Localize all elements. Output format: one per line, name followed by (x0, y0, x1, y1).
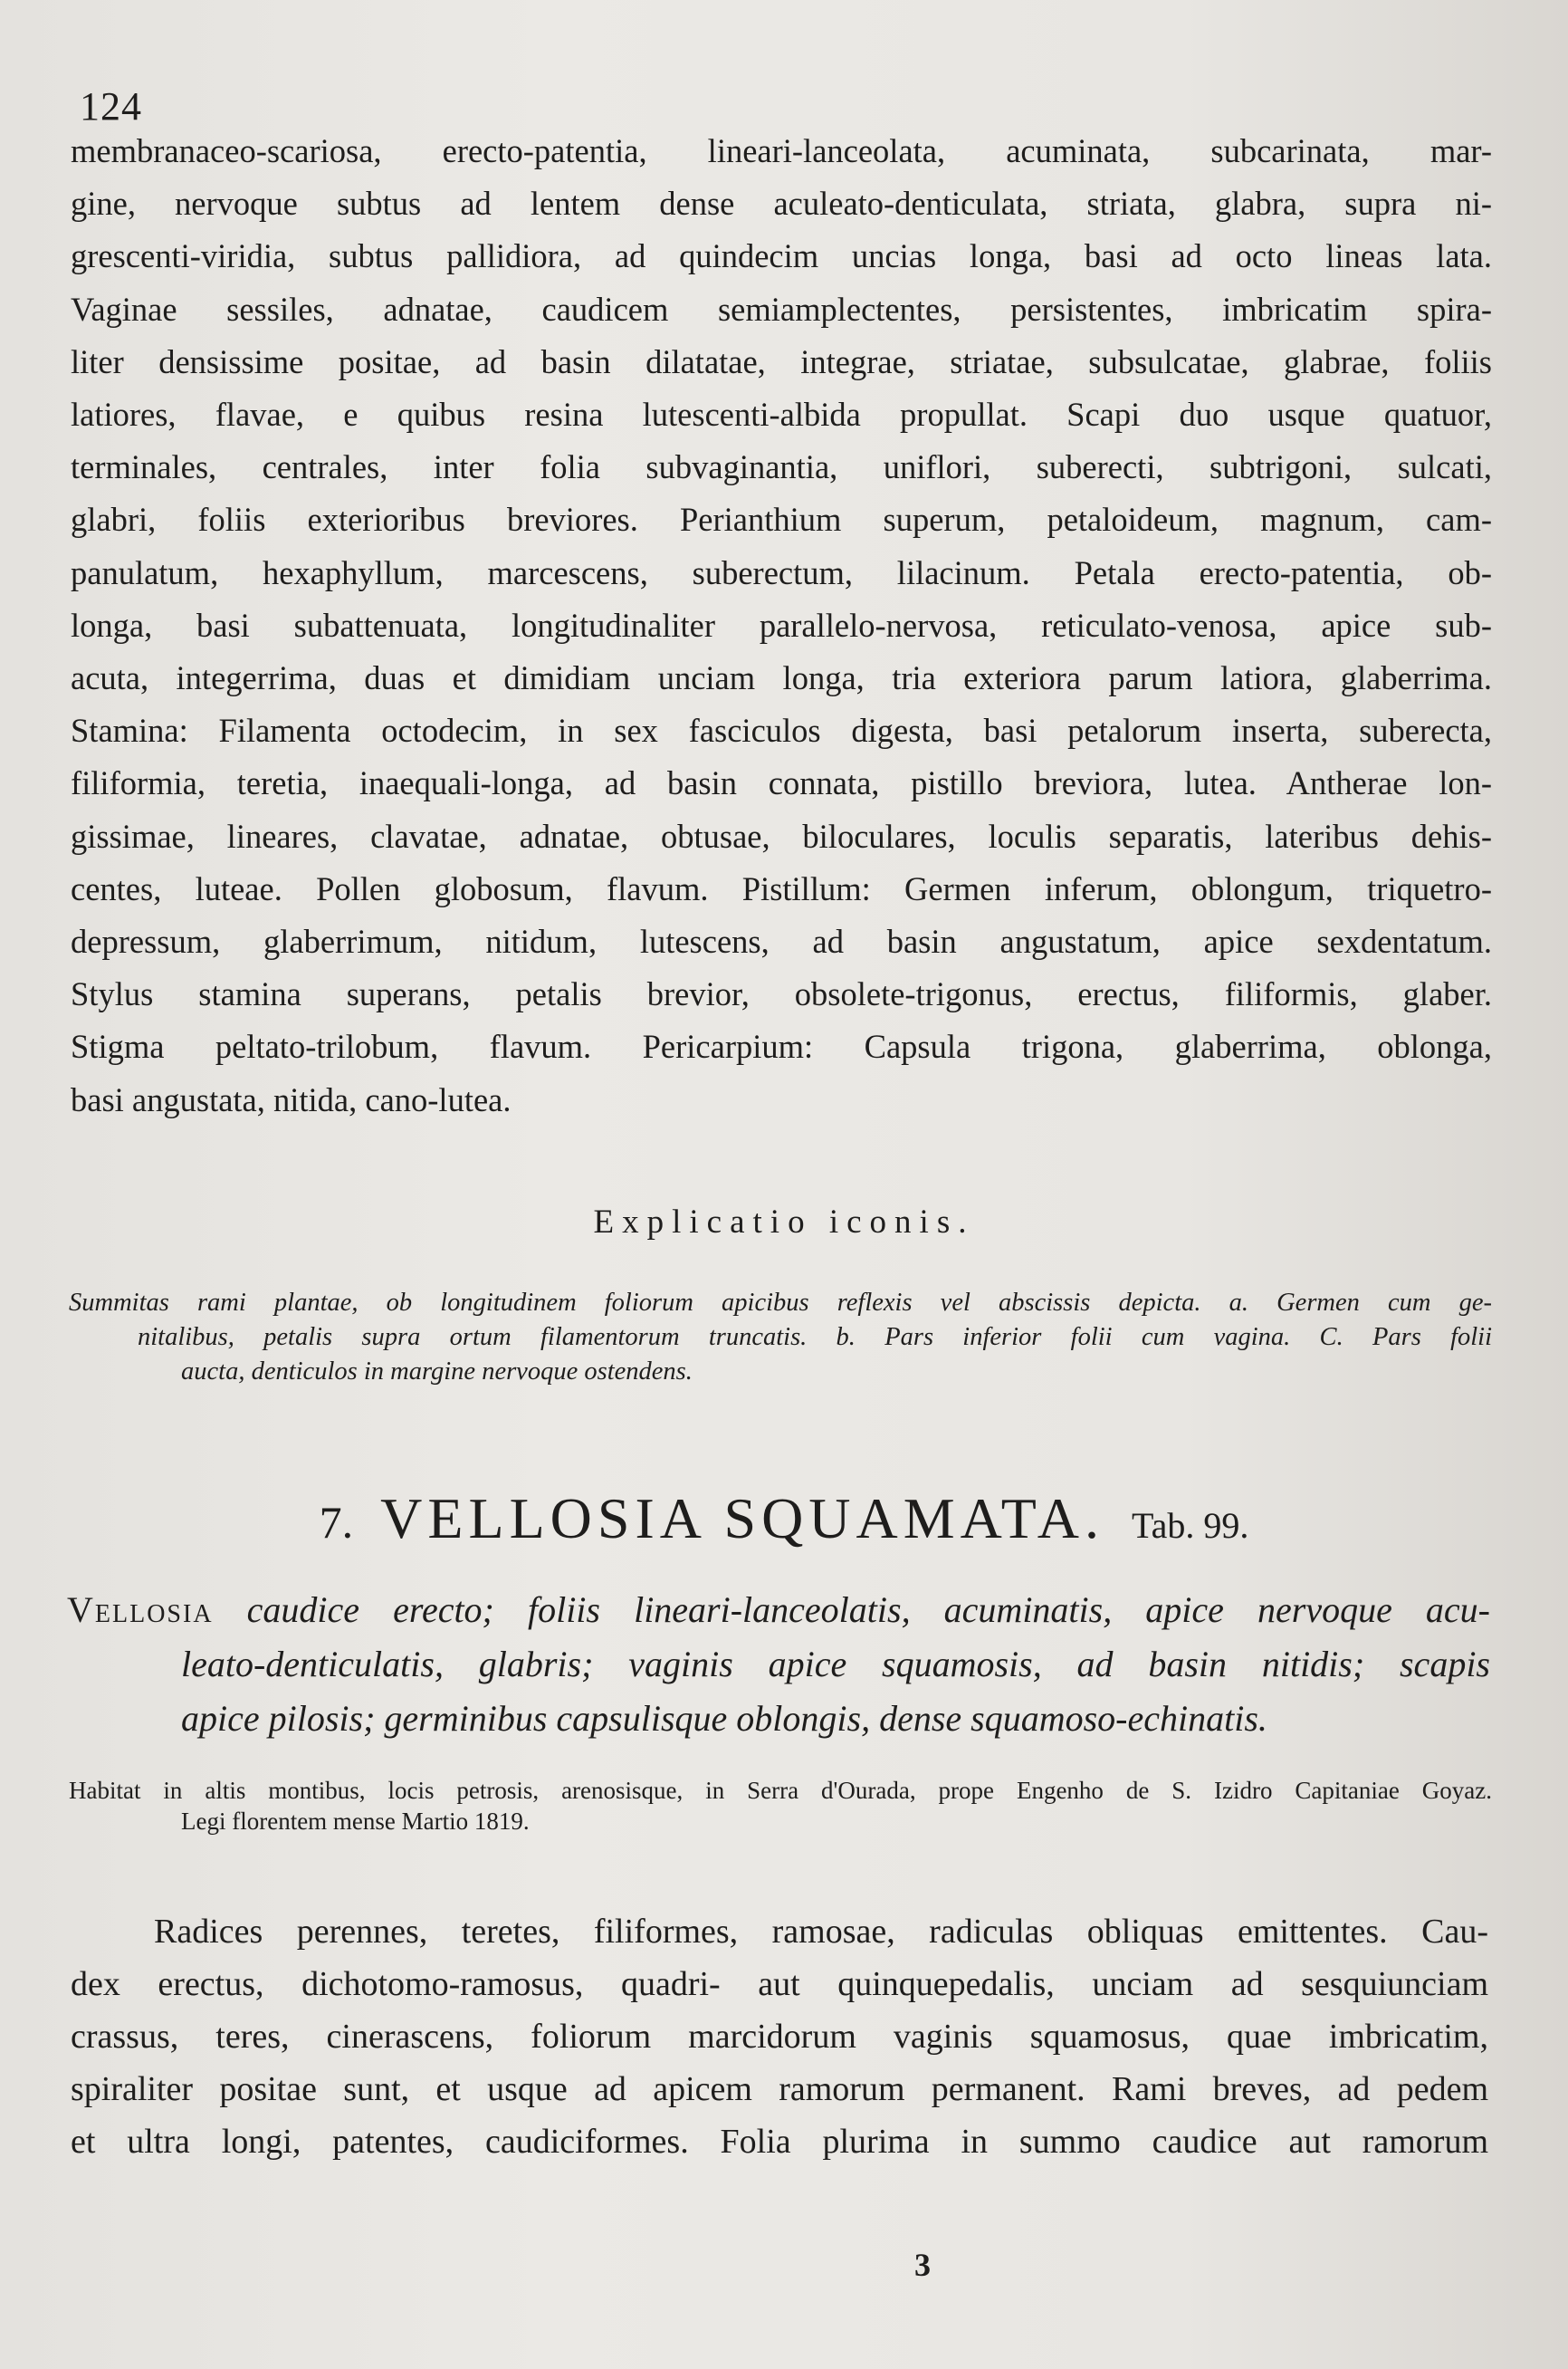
plate-reference: Tab. 99. (1131, 1505, 1249, 1546)
diagnosis-line: apice pilosis; germinibus capsulisque oblongis, dense squamoso-echinatis. (181, 1698, 1267, 1739)
text-line: longa, basi subattenuata, longitudinaliter parallelo-nervosa, reticulato-venosa, apice sub- (71, 606, 1492, 644)
signature-mark: 3 (914, 2247, 931, 2283)
text-line: crassus, teres, cinerascens, foliorum marcidorum vaginis squamosus, quae imbricatim, (71, 2018, 1488, 2056)
explicatio-line: Summitas rami plantae, ob longitudinem foliorum apicibus reflexis vel abscissis depicta. a. Germen cum ge- (69, 1289, 1492, 1317)
text-line: basi angustata, nitida, cano-lutea. (71, 1080, 512, 1118)
diagnosis-line (67, 1583, 1490, 1637)
text-line: liter densissime positae, ad basin dilatatae, integrae, striatae, subsulcatae, glabrae, foliis (71, 342, 1492, 380)
text-line: depressum, glaberrimum, nitidum, lutescens, ad basin angustatum, apice sexdentatum. (71, 923, 1492, 961)
text-line: Stylus stamina superans, petalis brevior, obsolete-trigonus, erectus, filiformis, glaber. (71, 975, 1492, 1013)
text-line: dex erectus, dichotomo-ramosus, quadri- aut quinquepedalis, unciam ad sesquiunciam (71, 1965, 1488, 2003)
species-diagnosis (67, 1583, 1490, 1746)
text-line: gissimae, lineares, clavatae, adnatae, obtusae, biloculares, loculis separatis, lateribus dehis- (71, 817, 1492, 855)
text-line: latiores, flavae, e quibus resina lutescenti-albida propullat. Scapi duo usque quatuor, (71, 396, 1492, 434)
habitat-line: Legi florentem mense Martio 1819. (181, 1808, 530, 1835)
diagnosis-line: leato-denticulatis, glabris; vaginis apice squamosis, ad basin nitidis; scapis (181, 1644, 1490, 1684)
text-line: gine, nervoque subtus ad lentem dense aculeato-denticulata, striata, glabra, supra ni- (71, 185, 1492, 223)
text-line: filiformia, teretia, inaequali-longa, ad basin connata, pistillo breviora, lutea. Antherae lon- (71, 764, 1492, 802)
genus-name: Vellosia (67, 1589, 214, 1630)
explicatio-title: Explicatio iconis. (593, 1204, 975, 1241)
species-heading (0, 1485, 1568, 1552)
explicatio-line: nitalibus, petalis supra ortum filamentorum truncatis. b. Pars inferior folii cum vagina. C. Pars folii (138, 1323, 1492, 1351)
text-line: acuta, integerrima, duas et dimidiam unciam longa, tria exteriora parum latiora, glaberrima. (71, 659, 1492, 697)
page-number: 124 (80, 84, 142, 129)
text-line: centes, luteae. Pollen globosum, flavum. Pistillum: Germen inferum, oblongum, triquetro- (71, 869, 1492, 907)
text-line: terminales, centrales, inter folia subvaginantia, uniflori, suberecti, subtrigoni, sulcati, (71, 448, 1492, 486)
text-line: membranaceo-scariosa, erecto-patentia, lineari-lanceolata, acuminata, subcarinata, mar- (71, 132, 1492, 169)
explicatio-text (69, 1286, 1492, 1389)
diagnosis-text: caudice erecto; foliis lineari-lanceolatis, acuminatis, apice nervoque acu- (246, 1589, 1490, 1630)
text-line: spiraliter positae sunt, et usque ad apicem ramorum permanent. Rami breves, ad pedem (71, 2070, 1488, 2108)
text-line: panulatum, hexaphyllum, marcescens, suberectum, lilacinum. Petala erecto-patentia, ob- (71, 553, 1492, 591)
text-line: Vaginae sessiles, adnatae, caudicem semiamplectentes, persistentes, imbricatim spira- (71, 290, 1492, 328)
species-name: VELLOSIA SQUAMATA. (380, 1486, 1104, 1550)
text-line: et ultra longi, patentes, caudiciformes. Folia plurima in summo caudice aut ramorum (71, 2123, 1488, 2161)
habitat-line: Habitat in altis montibus, locis petrosis, arenosisque, in Serra d'Ourada, prope Engenho de S. Izidro Capitaniae Goyaz. (69, 1777, 1492, 1804)
species-number: 7. (319, 1497, 354, 1548)
text-line: glabri, foliis exterioribus breviores. Perianthium superum, petaloideum, magnum, cam- (71, 501, 1492, 539)
habitat-note (69, 1775, 1492, 1837)
text-line: grescenti-viridia, subtus pallidiora, ad quindecim uncias longa, basi ad octo lineas lata. (71, 237, 1492, 275)
description-paragraph (71, 125, 1492, 1127)
explicatio-line: aucta, denticulos in margine nervoque ostendens. (181, 1357, 693, 1386)
text-line: Stamina: Filamenta octodecim, in sex fasciculos digesta, basi petalorum inserta, suberecta, (71, 712, 1492, 750)
text-line: Radices perennes, teretes, filiformes, ramosae, radiculas obliquas emittentes. Cau- (154, 1913, 1488, 1951)
text-line: Stigma peltato-trilobum, flavum. Pericarpium: Capsula trigona, glaberrima, oblonga, (71, 1028, 1492, 1066)
radices-paragraph (71, 1905, 1488, 2168)
